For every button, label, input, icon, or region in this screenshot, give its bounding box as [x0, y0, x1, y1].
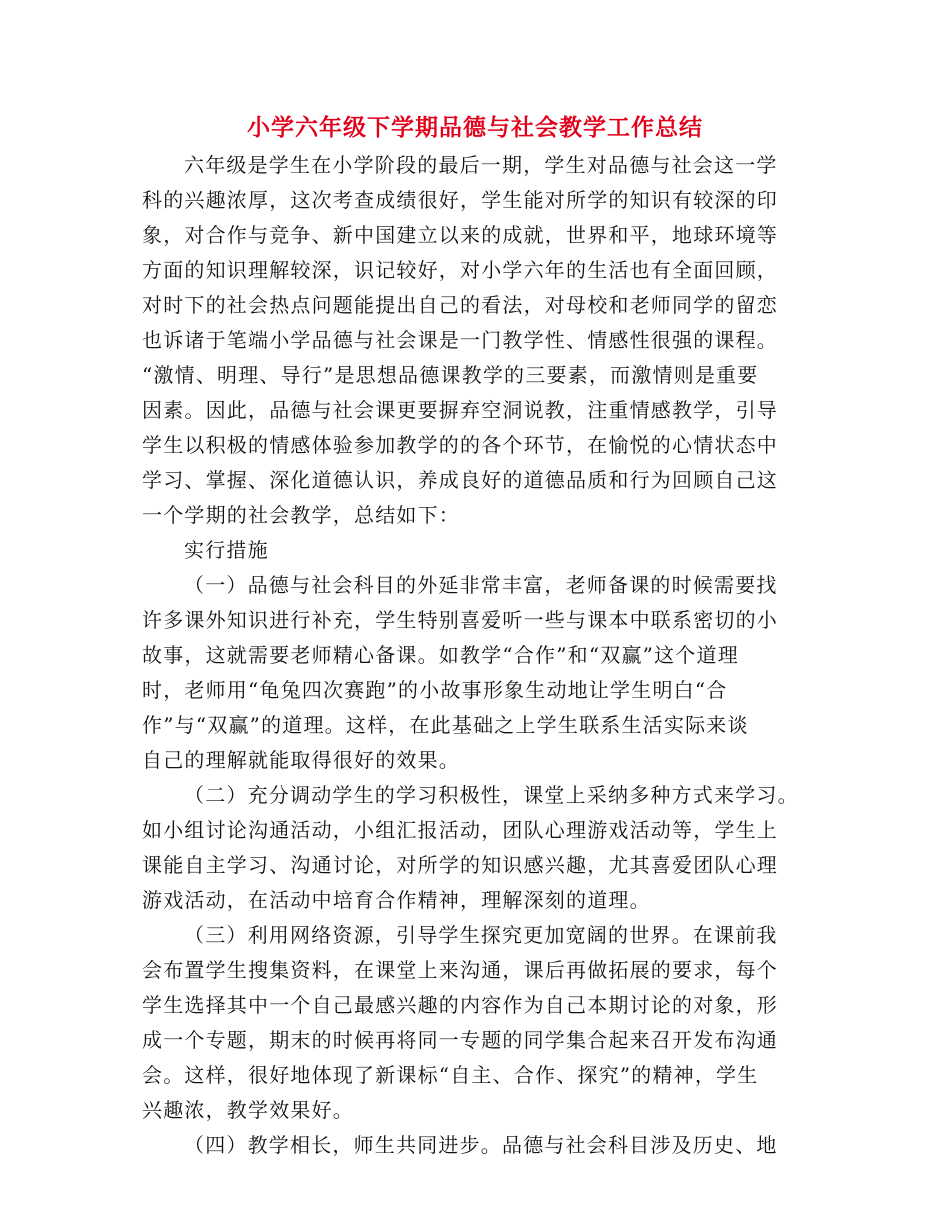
- paragraph-line: 课能自主学习、沟通讨论，对所学的知识感兴趣，尤其喜爱团队心理: [142, 853, 778, 877]
- document-body: [142, 148, 807, 1163]
- section-heading: 实行措施: [184, 538, 269, 562]
- paragraph-line: 学习、掌握、深化道德认识，养成良好的道德品质和行为回顾自己这: [142, 468, 778, 492]
- paragraph-line: 科的兴趣浓厚，这次考查成绩很好，学生能对所学的知识有较深的印: [142, 188, 778, 212]
- paragraph-line: 故事，这就需要老师精心备课。如教学“合作”和“双赢”这个道理: [142, 643, 739, 667]
- paragraph-line: （四）教学相长，师生共同进步。品德与社会科目涉及历史、地: [184, 1133, 778, 1157]
- paragraph-line: （一）品德与社会科目的外延非常丰富，老师备课的时候需要找: [184, 573, 778, 597]
- paragraph-line: 学生以积极的情感体验参加教学的的各个环节，在愉悦的心情状态中: [142, 433, 778, 457]
- paragraph-line: 也诉诸于笔端小学品德与社会课是一门教学性、情感性很强的课程。: [142, 328, 778, 352]
- paragraph-line: 会布置学生搜集资料，在课堂上来沟通，课后再做拓展的要求，每个: [142, 958, 778, 982]
- paragraph-line: 六年级是学生在小学阶段的最后一期，学生对品德与社会这一学: [184, 153, 778, 177]
- paragraph-line: 如小组讨论沟通活动，小组汇报活动，团队心理游戏活动等，学生上: [142, 818, 778, 842]
- paragraph-line: 会。这样，很好地体现了新课标“自主、合作、探究”的精神，学生: [142, 1063, 759, 1087]
- paragraph-line: 成一个专题，期末的时候再将同一专题的同学集合起来召开发布沟通: [142, 1028, 778, 1052]
- paragraph-line: 一个学期的社会教学，总结如下：: [142, 503, 460, 527]
- paragraph-line: 因素。因此，品德与社会课更要摒弃空洞说教，注重情感教学，引导: [142, 398, 778, 422]
- paragraph-line: 方面的知识理解较深，识记较好，对小学六年的生活也有全面回顾，: [142, 258, 778, 282]
- paragraph-line: 游戏活动，在活动中培育合作精神，理解深刻的道理。: [142, 888, 651, 912]
- paragraph-line: 象，对合作与竞争、新中国建立以来的成就，世界和平，地球环境等: [142, 223, 778, 247]
- paragraph-line: 许多课外知识进行补充，学生特别喜爱听一些与课本中联系密切的小: [142, 608, 778, 632]
- paragraph-line: 作”与“双赢”的道理。这样，在此基础之上学生联系生活实际来谈: [142, 713, 749, 737]
- paragraph-line: （二）充分调动学生的学习积极性，课堂上采纳多种方式来学习。: [184, 783, 799, 807]
- paragraph-line: 自己的理解就能取得很好的效果。: [142, 748, 460, 772]
- document-title: 小学六年级下学期品德与社会教学工作总结: [247, 115, 703, 141]
- paragraph-line: （三）利用网络资源，引导学生探究更加宽阔的世界。在课前我: [184, 923, 778, 947]
- paragraph-line: “激情、明理、导行”是思想品德课教学的三要素，而激情则是重要: [142, 363, 759, 387]
- paragraph-line: 对时下的社会热点问题能提出自己的看法，对母校和老师同学的留恋: [142, 293, 778, 317]
- paragraph-line: 兴趣浓，教学效果好。: [142, 1098, 354, 1122]
- paragraph-line: 时，老师用“龟兔四次赛跑”的小故事形象生动地让学生明白“合: [142, 678, 728, 702]
- paragraph-line: 学生选择其中一个自己最感兴趣的内容作为自己本期讨论的对象，形: [142, 993, 778, 1017]
